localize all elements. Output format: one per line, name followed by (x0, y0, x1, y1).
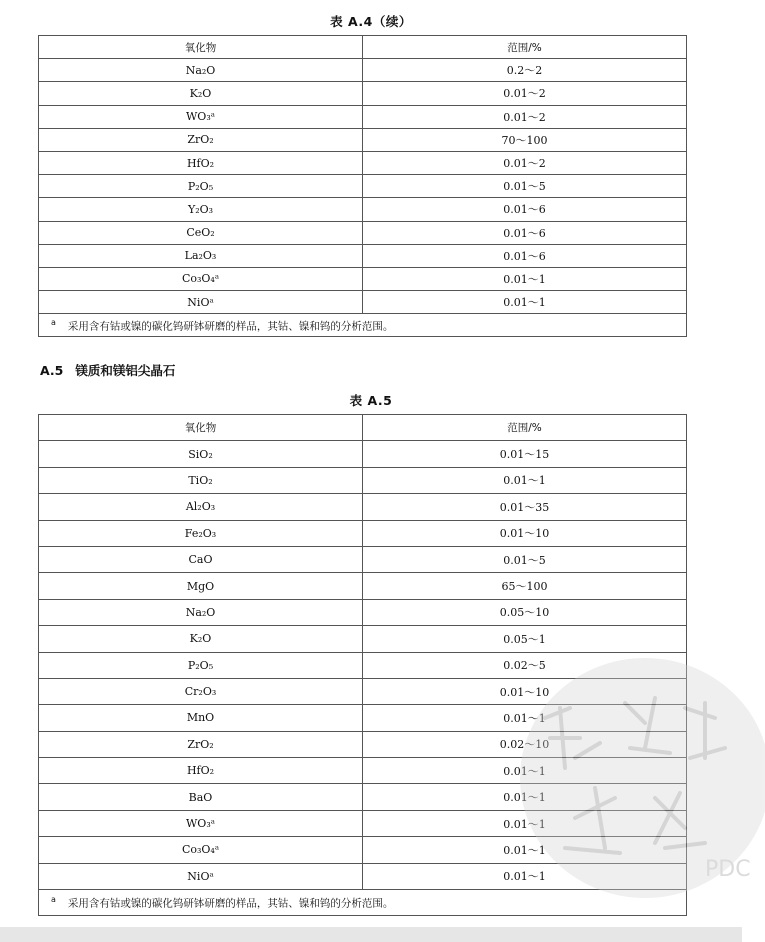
watermark-text: PDC (705, 857, 751, 882)
range-cell: 0.01～1 (363, 705, 687, 731)
oxide-cell: SiO₂ (39, 441, 363, 467)
range-cell: 0.01～1 (363, 758, 687, 784)
table-row (39, 758, 687, 784)
range-cell: 0.01～1 (363, 267, 687, 290)
table-row (39, 784, 687, 810)
table-row (39, 105, 687, 128)
oxide-cell: Co₃O₄ᵃ (39, 267, 363, 290)
range-cell: 0.01～6 (363, 221, 687, 244)
table-row (39, 59, 687, 82)
table-note-row (39, 314, 687, 337)
section-number: A.5 (40, 363, 64, 378)
oxide-cell: P₂O₅ (39, 175, 363, 198)
oxide-cell: CeO₂ (39, 221, 363, 244)
section-heading-a5 (40, 361, 187, 379)
oxide-cell: ZrO₂ (39, 128, 363, 151)
table-row (39, 837, 687, 863)
oxide-cell: Na₂O (39, 59, 363, 82)
table-a5-caption: 表 A.5 (349, 393, 393, 408)
oxide-cell: BaO (39, 784, 363, 810)
table-row (39, 678, 687, 704)
range-cell: 0.2～2 (363, 59, 687, 82)
range-cell: 0.01～6 (363, 244, 687, 267)
table-row (39, 467, 687, 493)
range-cell: 0.01～5 (363, 175, 687, 198)
oxide-cell: ZrO₂ (39, 731, 363, 757)
table-note-row (39, 890, 687, 916)
oxide-cell: HfO₂ (39, 758, 363, 784)
table-a4-caption: 表 A.4（续） (330, 14, 412, 29)
range-cell: 0.01～15 (363, 441, 687, 467)
table-note (39, 890, 687, 916)
table-row (39, 626, 687, 652)
table-header-row (39, 415, 687, 441)
table-row (39, 599, 687, 625)
oxide-cell: Y₂O₃ (39, 198, 363, 221)
table-row (39, 494, 687, 520)
oxide-cell: P₂O₅ (39, 652, 363, 678)
range-cell: 0.01～35 (363, 494, 687, 520)
table-row (39, 546, 687, 572)
table-row (39, 291, 687, 314)
range-cell: 0.01～1 (363, 863, 687, 889)
oxide-cell: Cr₂O₃ (39, 678, 363, 704)
oxide-cell: TiO₂ (39, 467, 363, 493)
note-mark: a (51, 894, 56, 904)
table-header-row (39, 36, 687, 59)
range-cell: 0.01～2 (363, 151, 687, 174)
range-cell: 0.01～1 (363, 837, 687, 863)
range-cell: 0.01～2 (363, 105, 687, 128)
column-header: 范围/% (363, 415, 687, 441)
table-row (39, 151, 687, 174)
page-footer-bar (0, 927, 742, 942)
range-cell: 0.01～10 (363, 520, 687, 546)
table-a5 (38, 414, 687, 916)
range-cell: 0.01～1 (363, 810, 687, 836)
oxide-cell: K₂O (39, 626, 363, 652)
range-cell: 0.05～10 (363, 599, 687, 625)
table-row (39, 810, 687, 836)
table-row (39, 82, 687, 105)
table-row (39, 198, 687, 221)
oxide-cell: NiOᵃ (39, 291, 363, 314)
table-row (39, 267, 687, 290)
table-row (39, 731, 687, 757)
oxide-cell: Co₃O₄ᵃ (39, 837, 363, 863)
range-cell: 70～100 (363, 128, 687, 151)
table-row (39, 221, 687, 244)
range-cell: 65～100 (363, 573, 687, 599)
range-cell: 0.02～10 (363, 731, 687, 757)
column-header: 氧化物 (39, 36, 363, 59)
table-a4 (38, 35, 687, 337)
range-cell: 0.05～1 (363, 626, 687, 652)
oxide-cell: NiOᵃ (39, 863, 363, 889)
table-note (39, 314, 687, 337)
range-cell: 0.01～2 (363, 82, 687, 105)
oxide-cell: WO₃ᵃ (39, 810, 363, 836)
table-row (39, 705, 687, 731)
range-cell: 0.01～1 (363, 291, 687, 314)
oxide-cell: Na₂O (39, 599, 363, 625)
table-row (39, 128, 687, 151)
range-cell: 0.01～1 (363, 467, 687, 493)
table-row (39, 441, 687, 467)
oxide-cell: Al₂O₃ (39, 494, 363, 520)
oxide-cell: WO₃ᵃ (39, 105, 363, 128)
range-cell: 0.01～1 (363, 784, 687, 810)
oxide-cell: CaO (39, 546, 363, 572)
column-header: 氧化物 (39, 415, 363, 441)
table-row (39, 573, 687, 599)
table-row (39, 244, 687, 267)
note-text: 采用含有钴或镍的碳化钨研钵研磨的样品，其钴、镍和钨的分析范围。 (67, 320, 394, 333)
oxide-cell: K₂O (39, 82, 363, 105)
oxide-cell: La₂O₃ (39, 244, 363, 267)
table-row (39, 175, 687, 198)
column-header: 范围/% (363, 36, 687, 59)
section-title: 镁质和镁铝尖晶石 (75, 363, 176, 378)
range-cell: 0.01～5 (363, 546, 687, 572)
range-cell: 0.01～10 (363, 678, 687, 704)
table-row (39, 652, 687, 678)
oxide-cell: MnO (39, 705, 363, 731)
range-cell: 0.02～5 (363, 652, 687, 678)
range-cell: 0.01～6 (363, 198, 687, 221)
oxide-cell: HfO₂ (39, 151, 363, 174)
oxide-cell: Fe₂O₃ (39, 520, 363, 546)
table-row (39, 520, 687, 546)
note-mark: a (51, 317, 56, 327)
note-text: 采用含有钴或镍的碳化钨研钵研磨的样品，其钴、镍和钨的分析范围。 (67, 897, 394, 910)
oxide-cell: MgO (39, 573, 363, 599)
table-row (39, 863, 687, 889)
